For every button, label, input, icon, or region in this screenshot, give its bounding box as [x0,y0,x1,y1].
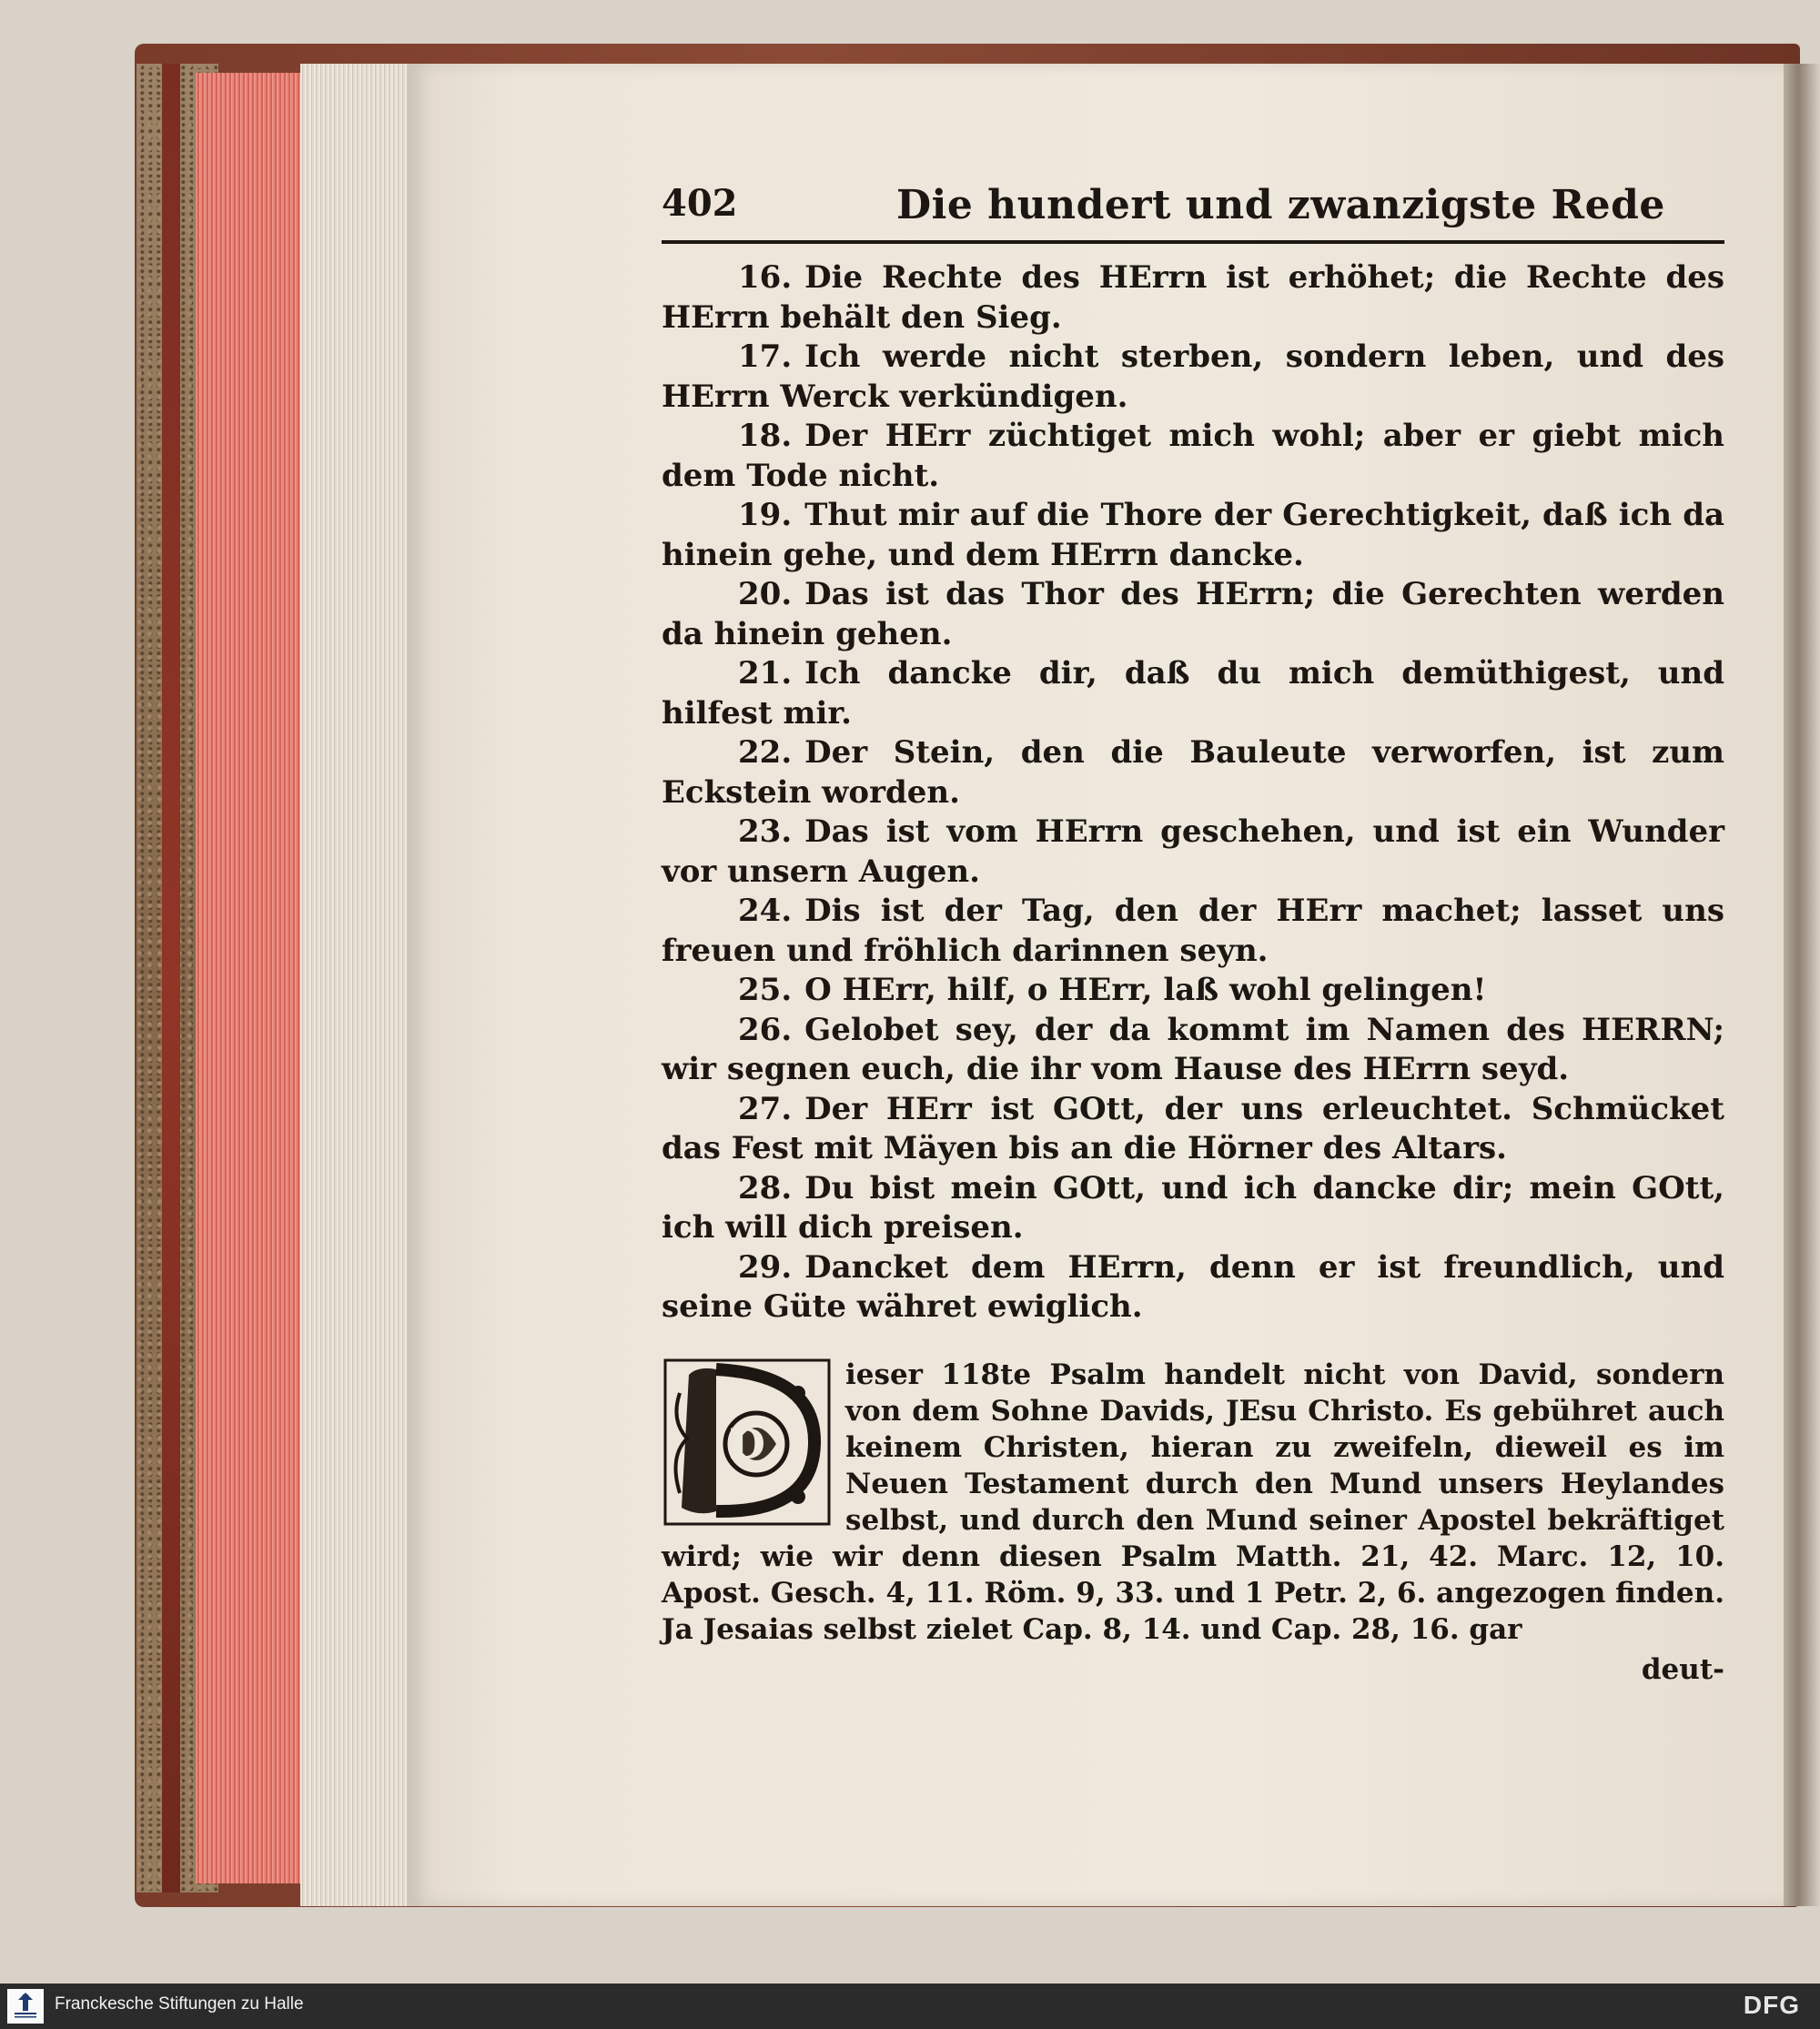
verse [662,733,1724,813]
verse [662,971,1724,1011]
page-header [662,182,1724,240]
verse-number: 22. [738,734,793,771]
institution-logo-icon [7,1989,44,2024]
verse-number: 25. [738,972,793,1008]
leather-spine-edge [162,64,180,1893]
verse-number: 21. [738,655,793,691]
commentary-paragraph [662,1357,1724,1686]
verse [662,258,1724,338]
page-gutter [1784,64,1820,1906]
verse [662,1090,1724,1169]
verse [662,1011,1724,1090]
verse-text: Der HErr züchtiget mich wohl; aber er giebt mich dem Tode nicht. [662,418,1724,494]
verse-number: 16. [738,259,793,296]
running-title: Die hundert und zwanzigste Rede [896,182,1665,228]
verse-text: Dis ist der Tag, den der HErr machet; lasset uns freuen und fröhlich darinnen seyn. [662,893,1724,969]
verse-text: Du bist mein GOtt, und ich dancke dir; mein GOtt, ich will dich preisen. [662,1169,1724,1246]
verse-number: 17. [738,338,793,375]
verse [662,1169,1724,1248]
page-stack [300,64,410,1906]
page-text-block [662,182,1724,1686]
verse [662,813,1724,892]
verse-text: Ich dancke dir, daß du mich demüthigest, und hilfest mir. [662,655,1724,732]
verse-number: 19. [738,497,793,533]
commentary-text: ieser 118te Psalm handelt nicht von David, sondern von dem Sohne Davids, JEsu Christo. Es gebühret auch keinem Christen, hieran zu zweifeln, dieweil es im Neuen Testament durch den Mund unsers Heylandes selbst, und durch den Mund seiner Apostel bekräftiget wird; wie wir denn diesen Psalm Matth. 21, 42. Marc. 12, 10. Apost. Gesch. 4, 11. Röm. 9, 33. und 1 Petr. 2, 6. angezogen finden. Ja Jesaias selbst zielet Cap. 8, 14. und Cap. 28, 16. gar [662,1358,1724,1646]
dfg-logo: DFG [1743,1991,1800,2019]
verse [662,892,1724,971]
verse-number: 23. [738,813,793,850]
page-number: 402 [662,182,738,225]
header-rule [662,240,1724,244]
verse-text: Das ist vom HErrn geschehen, und ist ein Wunder vor unsern Augen. [662,813,1724,890]
red-page-edges [196,73,300,1883]
verse [662,654,1724,733]
verse [662,496,1724,575]
verse-number: 26. [738,1011,793,1048]
viewer-footer-bar [0,1984,1820,2029]
psalm-verses [662,240,1724,1327]
verse [662,575,1724,654]
verse-text: Die Rechte des HErrn ist erhöhet; die Rechte des HErrn behält den Sieg. [662,259,1724,336]
verse-text: Der Stein, den die Bauleute verworfen, ist zum Eckstein worden. [662,734,1724,811]
verse [662,338,1724,417]
verse-text: Das ist das Thor des HErrn; die Gerechten werden da hinein gehen. [662,576,1724,652]
catchword: deut- [1641,1652,1724,1686]
verse-text: Der HErr ist GOtt, der uns erleuchtet. Schmücket das Fest mit Mäyen bis an die Hörner des Altars. [662,1090,1724,1166]
verse [662,1248,1724,1327]
verse-text: Gelobet sey, der da kommt im Namen des HERRN; wir segnen euch, die ihr vom Hause des HErrn seyd. [662,1011,1724,1087]
verse-number: 28. [738,1169,793,1206]
initial-letter: D [729,1418,765,1469]
verse-number: 18. [738,418,793,454]
verse-number: 20. [738,576,793,612]
decorated-initial [662,1357,833,1528]
verse-text: Ich werde nicht sterben, sondern leben, und des HErrn Werck verkündigen. [662,338,1724,415]
verse-text: Dancket dem HErrn, denn er ist freundlich, und seine Güte währet ewiglich. [662,1248,1724,1325]
verse-number: 24. [738,893,793,929]
verse-text: O HErr, hilf, o HErr, laß wohl gelingen! [804,972,1487,1008]
verse-number: 29. [738,1248,793,1286]
ornament-initial-icon [662,1357,833,1528]
verse-text: Thut mir auf die Thore der Gerechtigkeit, daß ich da hinein gehe, und dem HErrn dancke. [662,497,1724,573]
verse [662,417,1724,496]
institution-name: Franckesche Stiftungen zu Halle [55,1994,304,2014]
verse-number: 27. [738,1090,793,1127]
